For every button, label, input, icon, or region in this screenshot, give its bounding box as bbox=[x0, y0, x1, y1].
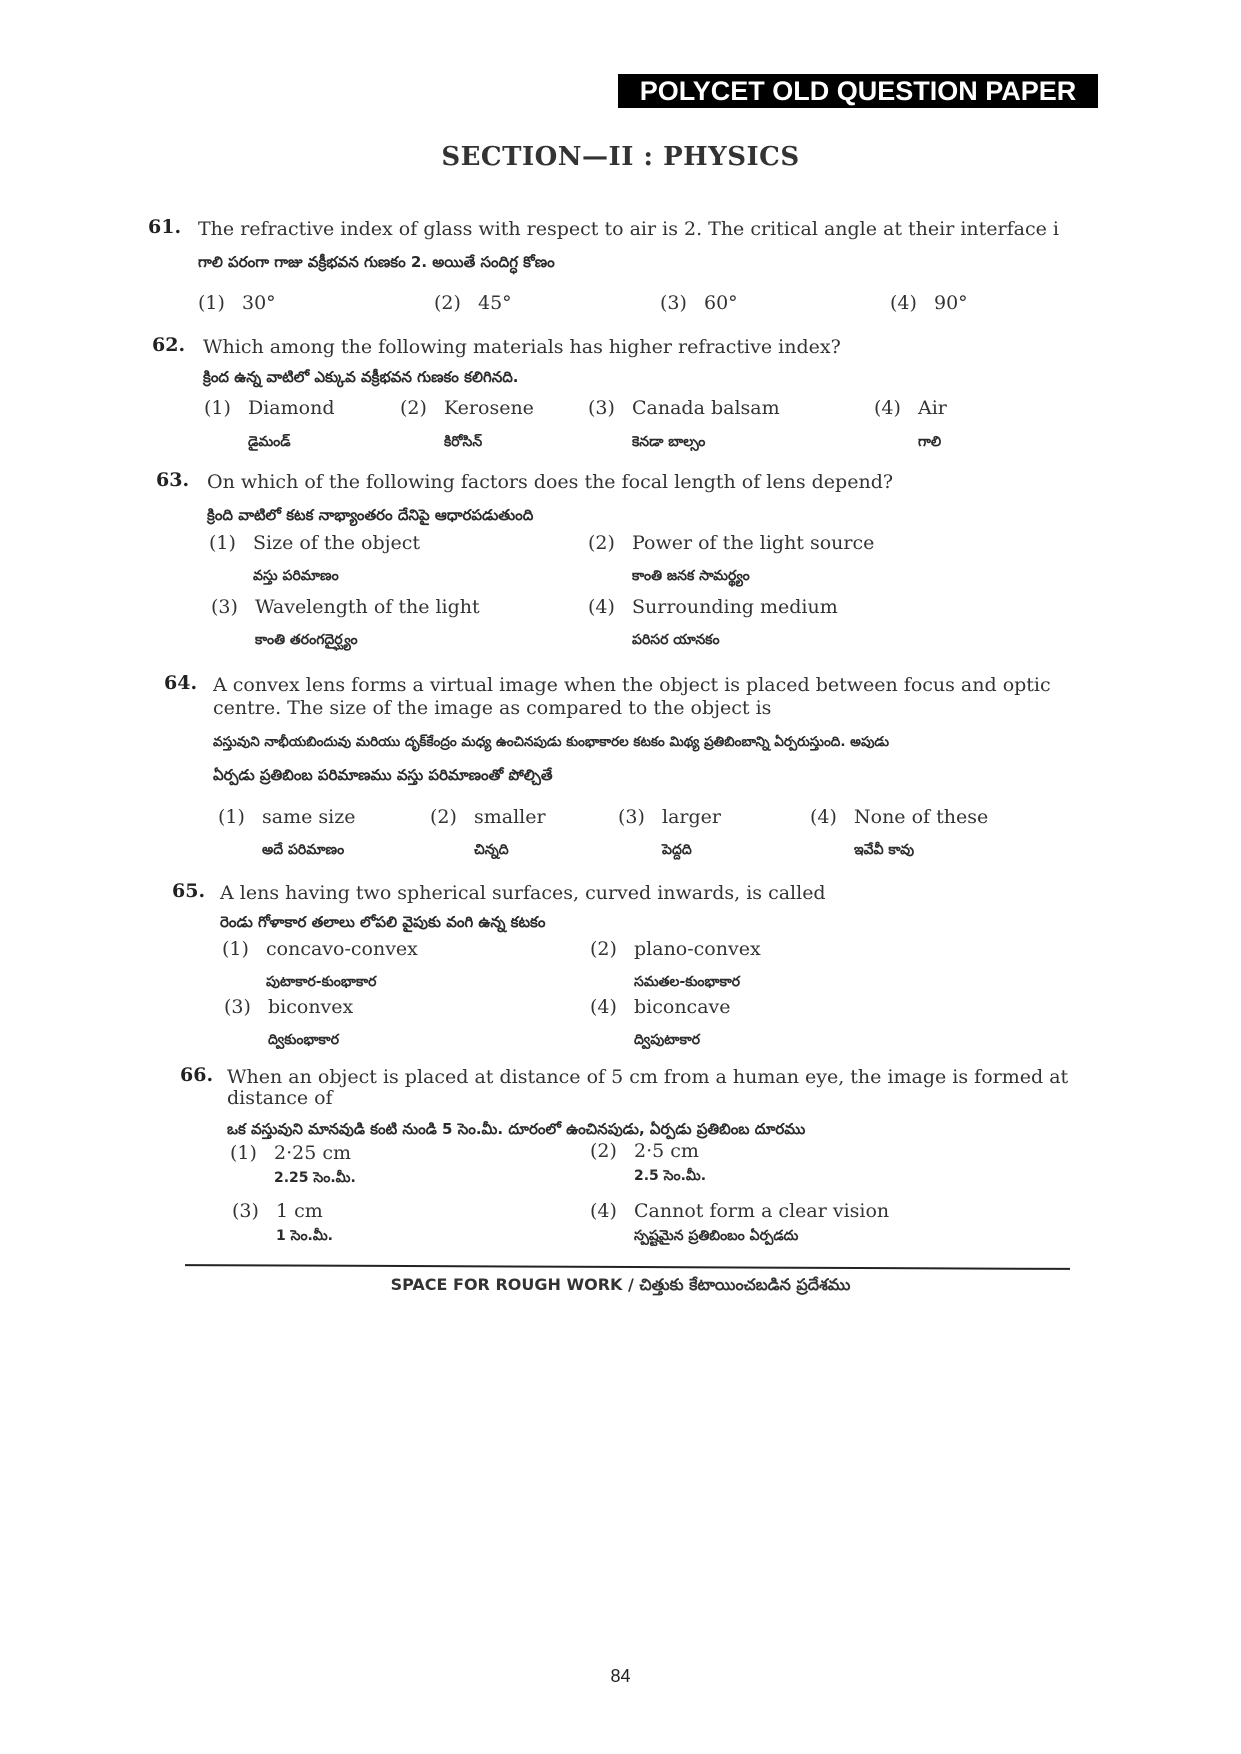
option-number: (1) bbox=[198, 292, 225, 314]
option-2-telugu: కిరోసిన్ bbox=[444, 434, 483, 450]
option-4 bbox=[590, 1200, 889, 1222]
option-2-telugu: 2.5 సెం.మీ. bbox=[634, 1168, 707, 1184]
option-text: 30° bbox=[242, 292, 276, 314]
option-3-telugu: పెద్దది bbox=[662, 842, 692, 858]
option-1-telugu: 2.25 సెం.మీ. bbox=[274, 1170, 356, 1186]
rough-work-divider bbox=[185, 1264, 1070, 1270]
option-2 bbox=[430, 806, 546, 828]
option-text: Diamond bbox=[248, 397, 335, 419]
option-3 bbox=[588, 397, 780, 419]
option-number: (2) bbox=[430, 806, 457, 828]
option-1-telugu: వస్తు పరిమాణం bbox=[253, 568, 339, 584]
question-telugu: క్రింది వాటిలో కటక నాభ్యాంతరం దేనిపై ఆధారపడుతుంది bbox=[207, 506, 534, 524]
option-3-telugu: ద్వికుంభాకార bbox=[268, 1032, 339, 1048]
option-number: (4) bbox=[588, 596, 615, 618]
question-text-line-1: A convex lens forms a virtual image when the object is placed between focus and optic bbox=[213, 674, 1051, 696]
option-3 bbox=[232, 1200, 323, 1222]
option-3-telugu: 1 సెం.మీ. bbox=[276, 1228, 333, 1244]
option-text: Cannot form a clear vision bbox=[634, 1200, 890, 1222]
option-number: (3) bbox=[588, 397, 615, 419]
question-telugu-line-1: వస్తువుని నాభీయబిందువు మరియు దృక్‌కేంద్రం మధ్య ఉంచినపుడు కుంభాకారల కటకం మిథ్య ప్రతిబింబాన్ని ఏర్పరుస్తుంది. అపుడు bbox=[213, 734, 890, 750]
option-4 bbox=[874, 397, 947, 419]
option-number: (1) bbox=[209, 532, 236, 554]
option-4-telugu: ద్విపుటాకార bbox=[634, 1032, 701, 1048]
option-text: None of these bbox=[854, 806, 989, 828]
option-4 bbox=[810, 806, 988, 828]
question-text: A lens having two spherical surfaces, curved inwards, is called bbox=[220, 882, 826, 904]
option-number: (1) bbox=[230, 1142, 257, 1164]
option-2 bbox=[400, 397, 534, 419]
option-text: concavo-convex bbox=[266, 938, 418, 960]
option-number: (4) bbox=[874, 397, 901, 419]
option-number: (4) bbox=[810, 806, 837, 828]
option-1 bbox=[209, 532, 420, 554]
question-text-line-2: distance of bbox=[227, 1087, 333, 1109]
option-2-telugu: కాంతి జనక సామర్థ్యం bbox=[632, 568, 750, 584]
option-1-telugu: డైమండ్ bbox=[248, 434, 291, 450]
option-2 bbox=[590, 938, 761, 960]
option-text: Wavelength of the light bbox=[255, 596, 480, 618]
option-number: (2) bbox=[590, 938, 617, 960]
option-1 bbox=[230, 1142, 351, 1164]
option-text: Air bbox=[918, 397, 947, 419]
question-number: 62. bbox=[152, 334, 186, 356]
question-text-line-1: When an object is placed at distance of 5 cm from a human eye, the image is formed at bbox=[227, 1066, 1069, 1088]
option-number: (2) bbox=[588, 532, 615, 554]
option-text: Size of the object bbox=[253, 532, 421, 554]
option-number: (3) bbox=[232, 1200, 259, 1222]
option-4-telugu: స్పష్టమైన ప్రతిబింబం ఏర్పడదు bbox=[634, 1228, 799, 1244]
option-text: larger bbox=[662, 806, 721, 828]
question-telugu: క్రింద ఉన్న వాటిలో ఎక్కువ వక్రీభవన గుణకం కలిగినది. bbox=[203, 368, 519, 386]
rough-work-label: SPACE FOR ROUGH WORK / చిత్తుకు కేటాయించబడిన ప్రదేశము bbox=[390, 1275, 851, 1294]
option-1 bbox=[222, 938, 418, 960]
option-text: Kerosene bbox=[444, 397, 534, 419]
option-number: (3) bbox=[618, 806, 645, 828]
section-title: SECTION—II : PHYSICS bbox=[441, 142, 800, 172]
option-text: smaller bbox=[474, 806, 546, 828]
paper-banner: POLYCET OLD QUESTION PAPER bbox=[618, 74, 1098, 108]
question-telugu-line-2: ఏర్పడు ప్రతిబింబ పరిమాణము వస్తు పరిమాణంతో పోల్చితే bbox=[213, 766, 553, 784]
option-2-telugu: సమతల-కుంభాకార bbox=[634, 974, 741, 990]
option-2-telugu: చిన్నది bbox=[474, 842, 509, 858]
option-4 bbox=[890, 292, 968, 314]
option-text: 90° bbox=[934, 292, 968, 314]
option-text: 2·25 cm bbox=[274, 1142, 352, 1164]
question-text: On which of the following factors does the focal length of lens depend? bbox=[207, 471, 894, 493]
option-text: Canada balsam bbox=[632, 397, 780, 419]
option-text: 60° bbox=[704, 292, 738, 314]
option-number: (2) bbox=[434, 292, 461, 314]
question-telugu: గాలి పరంగా గాజు వక్రీభవన గుణకం 2. అయితే సందిగ్ధ కోణం bbox=[198, 253, 555, 271]
option-text: 2·5 cm bbox=[634, 1140, 699, 1162]
option-4-telugu: ఇవేవీ కావు bbox=[854, 842, 915, 858]
option-number: (2) bbox=[400, 397, 427, 419]
option-number: (4) bbox=[590, 1200, 617, 1222]
question-text: The refractive index of glass with respect to air is 2. The critical angle at their interface i bbox=[198, 218, 1059, 240]
option-1-telugu: అదే పరిమాణం bbox=[262, 842, 345, 858]
option-number: (1) bbox=[218, 806, 245, 828]
option-2 bbox=[588, 532, 874, 554]
question-number: 64. bbox=[164, 672, 198, 694]
question-telugu: రెండు గోళాకార తలాలు లోపలి వైపుకు వంగి ఉన్న కటకం bbox=[220, 913, 546, 931]
option-3 bbox=[211, 596, 480, 618]
option-text: biconvex bbox=[268, 996, 354, 1018]
option-number: (4) bbox=[890, 292, 917, 314]
option-text: 1 cm bbox=[276, 1200, 323, 1222]
option-3 bbox=[660, 292, 738, 314]
option-2 bbox=[590, 1140, 699, 1162]
option-text: Surrounding medium bbox=[632, 596, 838, 618]
option-number: (1) bbox=[204, 397, 231, 419]
option-4-telugu: పరిసర యానకం bbox=[632, 632, 720, 648]
option-number: (1) bbox=[222, 938, 249, 960]
option-2 bbox=[434, 292, 512, 314]
question-number: 66. bbox=[180, 1064, 214, 1086]
option-4-telugu: గాలి bbox=[918, 434, 942, 450]
option-1 bbox=[204, 397, 335, 419]
option-3 bbox=[224, 996, 353, 1018]
option-3-telugu: కాంతి తరంగదైర్ఘ్యం bbox=[255, 632, 358, 648]
option-text: plano-convex bbox=[634, 938, 761, 960]
question-number: 63. bbox=[156, 469, 190, 491]
question-telugu: ఒక వస్తువుని మానవుడి కంటి నుండి 5 సెం.మీ. దూరంలో ఉంచినపుడు, ఏర్పడు ప్రతిబింబ దూరము bbox=[227, 1120, 806, 1138]
option-1-telugu: పుటాకార-కుంభాకార bbox=[266, 974, 377, 990]
option-number: (2) bbox=[590, 1140, 617, 1162]
option-4 bbox=[590, 996, 731, 1018]
option-4 bbox=[588, 596, 838, 618]
option-text: 45° bbox=[478, 292, 512, 314]
question-number: 65. bbox=[172, 880, 206, 902]
question-text: Which among the following materials has higher refractive index? bbox=[203, 336, 841, 358]
option-number: (4) bbox=[590, 996, 617, 1018]
option-number: (3) bbox=[224, 996, 251, 1018]
option-text: Power of the light source bbox=[632, 532, 875, 554]
question-text-line-2: centre. The size of the image as compared to the object is bbox=[213, 697, 772, 719]
page-number: 84 bbox=[610, 1666, 631, 1686]
option-number: (3) bbox=[211, 596, 238, 618]
question-number: 61. bbox=[148, 216, 182, 238]
option-3-telugu: కెనడా బాల్సం bbox=[632, 434, 706, 450]
option-number: (3) bbox=[660, 292, 687, 314]
option-text: biconcave bbox=[634, 996, 731, 1018]
option-3 bbox=[618, 806, 721, 828]
option-1 bbox=[218, 806, 355, 828]
option-1 bbox=[198, 292, 276, 314]
option-text: same size bbox=[262, 806, 356, 828]
